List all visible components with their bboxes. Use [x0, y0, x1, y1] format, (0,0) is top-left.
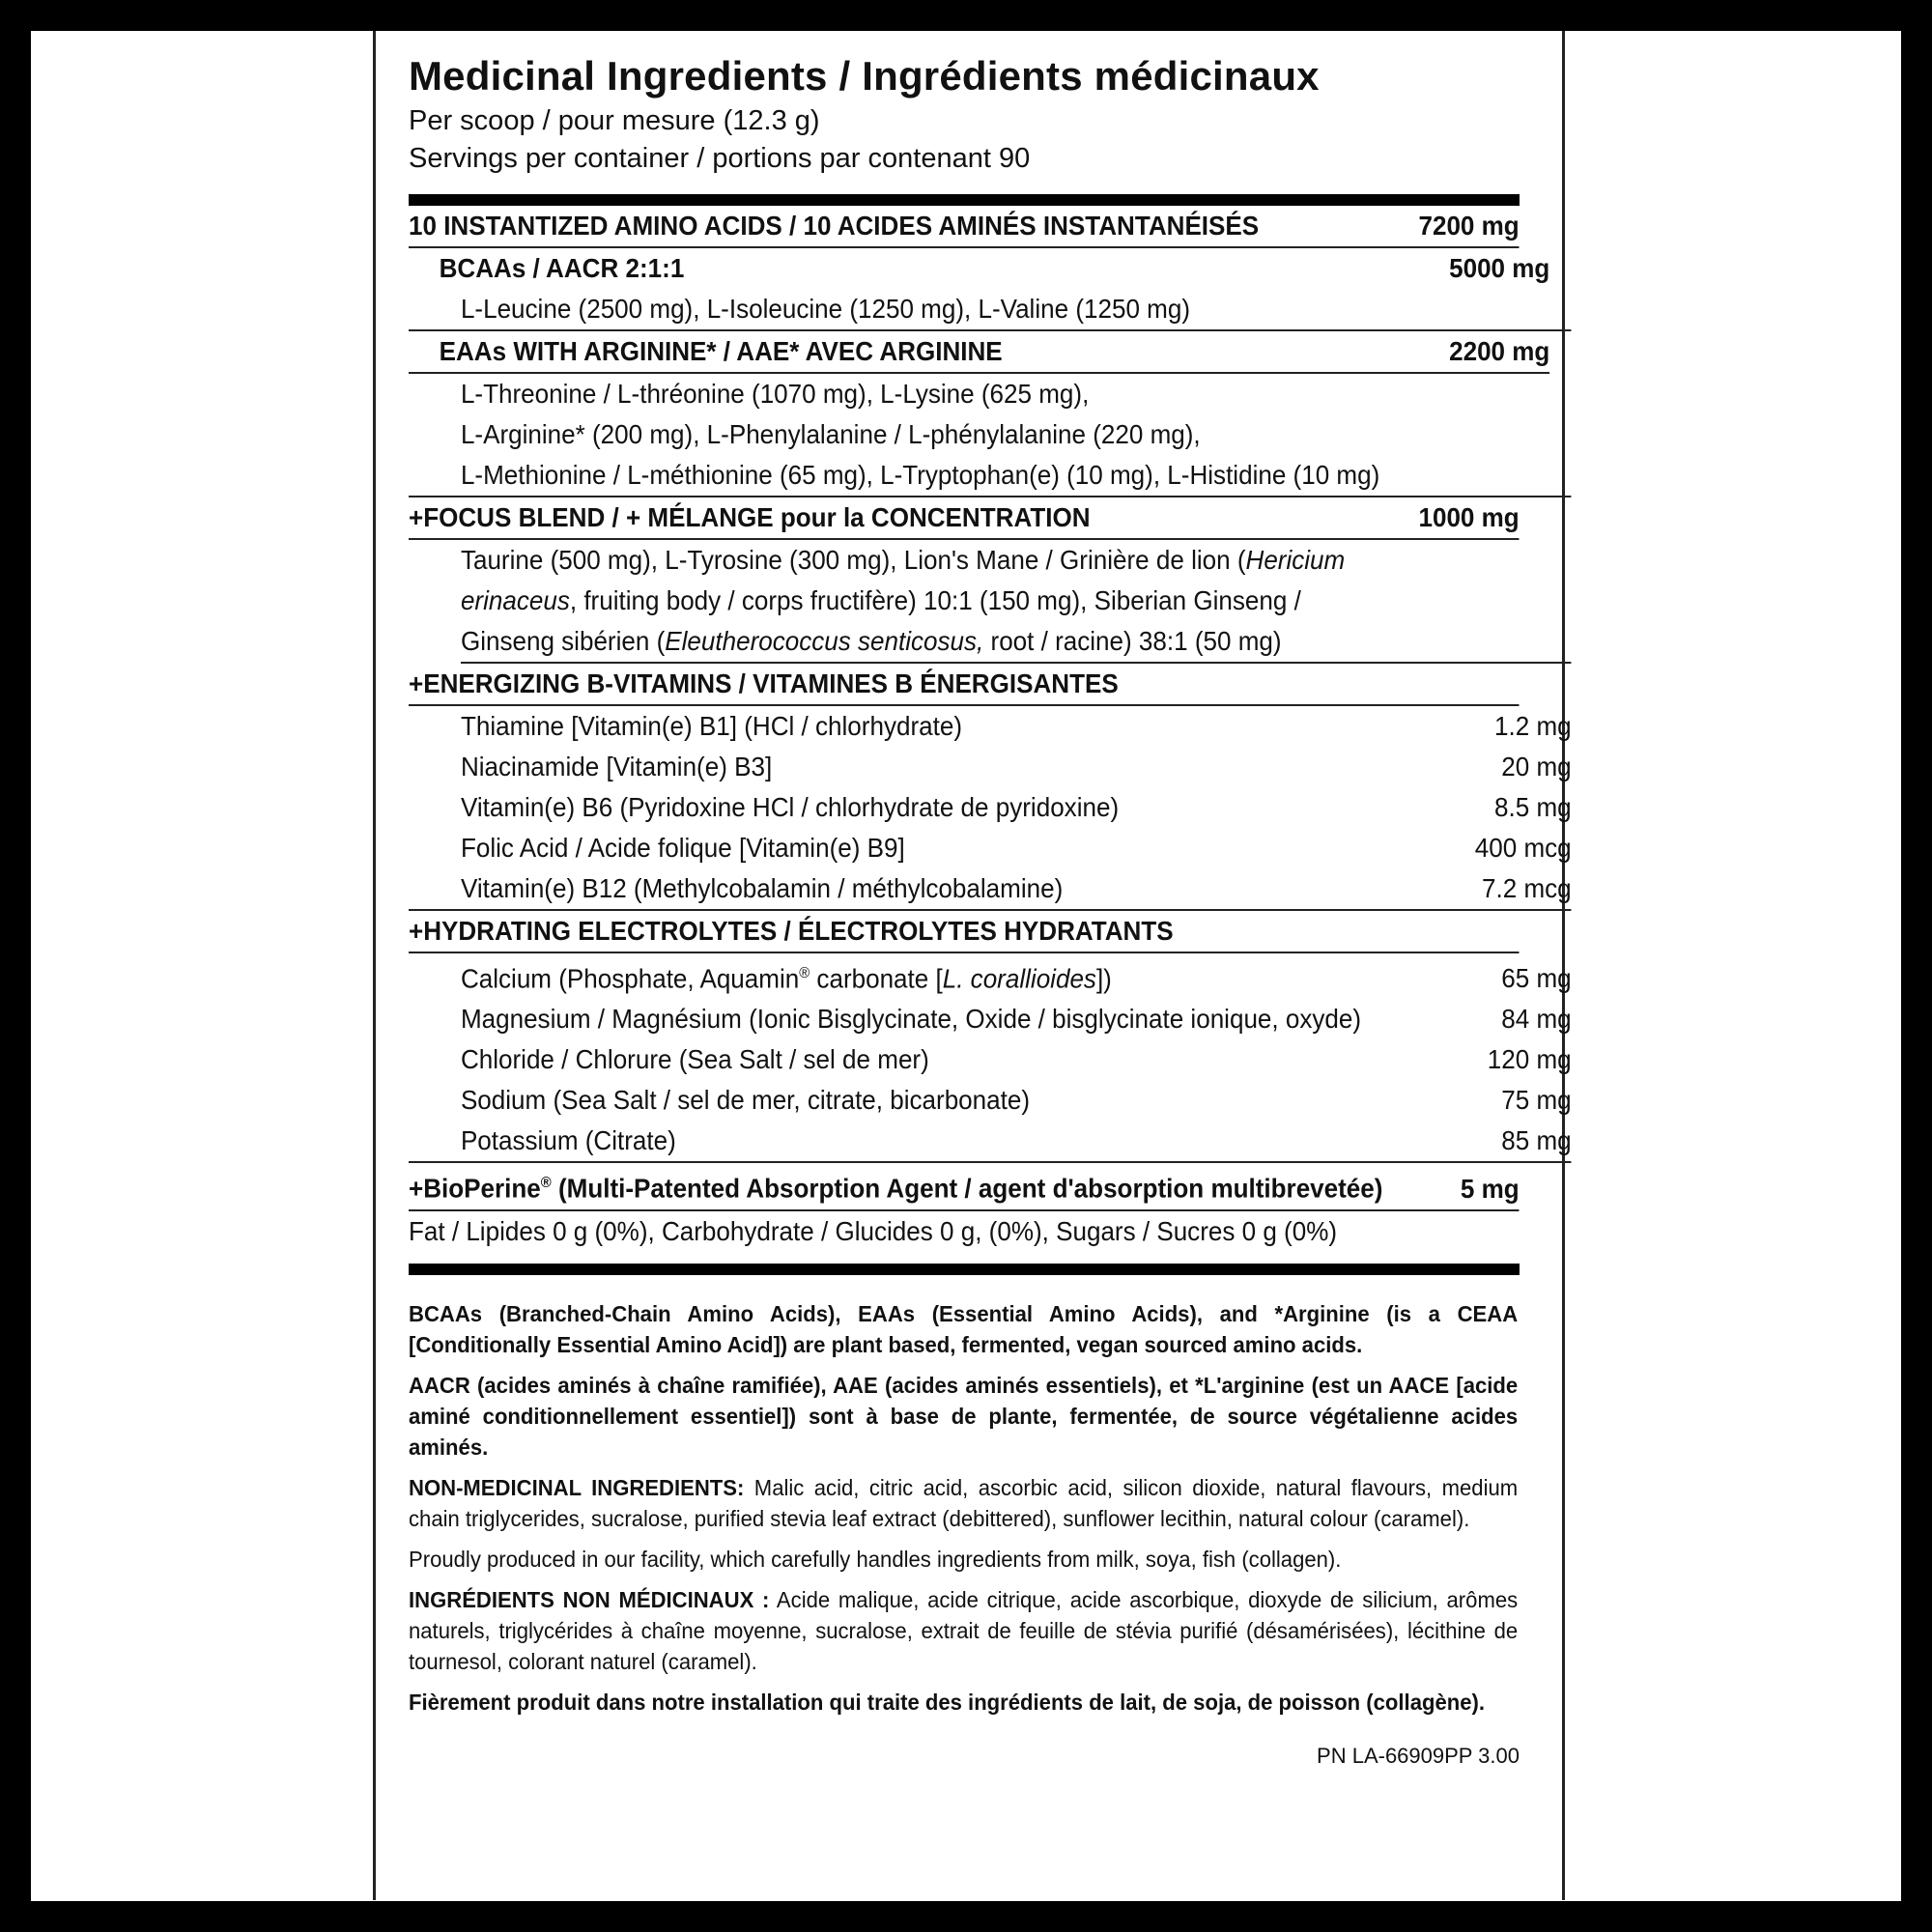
focus-line1-italic: Hericium [1245, 545, 1346, 575]
non-medicinal-label: NON-MEDICINAL INGREDIENTS: [409, 1474, 745, 1500]
focus-blend-amount: 1000 mg [1418, 502, 1520, 532]
amino-acids-row [409, 206, 1520, 248]
vitamin-row [409, 706, 1572, 747]
non-medicinal-text: Malic acid, citric acid, ascorbic acid, silicon dioxide, natural flavours, medium chain triglycerides, sucralose, purified stevia leaf extract (debittered), sunflower lecithin, natural colour (caramel). [409, 1474, 1519, 1531]
bcaa-row [409, 248, 1549, 289]
macros-row [409, 1211, 1520, 1252]
non-medicinal-english [409, 1472, 1518, 1534]
vitamin-name: Vitamin(e) B6 (Pyridoxine HCl / chlorhydrate de pyridoxine) [460, 792, 1120, 822]
bioperine-name [409, 1163, 1382, 1208]
vitamin-row [409, 747, 1572, 787]
calcium-italic: L. corallioides [942, 963, 1096, 994]
vitamin-row [409, 868, 1572, 911]
focus-line3-text-end: root / racine) 38:1 (50 mg) [983, 626, 1282, 656]
electrolyte-name: Potassium (Citrate) [460, 1125, 676, 1156]
vitamin-row [409, 828, 1572, 868]
focus-line2-italic: erinaceus [460, 585, 570, 615]
bioperine-amount: 5 mg [1460, 1173, 1520, 1204]
focus-detail-line-3 [461, 621, 1572, 664]
vitamin-amount: 400 mcg [1474, 833, 1572, 863]
electrolyte-amount: 85 mg [1501, 1125, 1572, 1156]
bcaa-detail-text: L-Leucine (2500 mg), L-Isoleucine (1250 mg), L-Valine (1250 mg) [460, 294, 1191, 324]
electrolyte-row [409, 1121, 1572, 1163]
vitamin-name: Folic Acid / Acide folique [Vitamin(e) B9] [460, 833, 905, 863]
focus-line3-text: Ginseng sibérien ( [460, 626, 666, 656]
bcaa-detail [409, 289, 1572, 331]
amino-note-french [409, 1370, 1518, 1463]
vitamin-amount: 8.5 mg [1494, 792, 1572, 822]
bioperine-text: +BioPerine [409, 1173, 541, 1204]
calcium-text-3: ]) [1095, 963, 1112, 994]
vitamin-name: Thiamine [Vitamin(e) B1] (HCl / chlorhydrate) [460, 711, 962, 741]
amino-note-english [409, 1298, 1518, 1360]
macros-text: Fat / Lipides 0 g (0%), Carbohydrate / Glucides 0 g, (0%), Sugars / Sucres 0 g (0%) [409, 1215, 1338, 1246]
product-number: PN LA-66909PP 3.00 [1317, 1743, 1520, 1768]
electrolyte-row [409, 1039, 1572, 1080]
eaa-detail-1 [409, 374, 1572, 414]
amino-acids-name: 10 INSTANTIZED AMINO ACIDS / 10 ACIDES AMINÉS INSTANTANÉISÉS [409, 211, 1260, 241]
focus-detail-line-1 [461, 540, 1572, 581]
registered-mark: ® [540, 1175, 552, 1192]
focus-detail-line-2 [461, 581, 1572, 621]
electrolyte-row [409, 999, 1572, 1039]
eaa-detail-3 [409, 455, 1572, 497]
servings-per-container: Servings per container / portions par contenant 90 [409, 143, 1031, 174]
eaa-amount: 2200 mg [1449, 336, 1550, 366]
vitamins-header [409, 664, 1520, 706]
eaa-row [409, 331, 1549, 374]
facility-french [409, 1687, 1518, 1718]
eaa-detail-text-2: L-Arginine* (200 mg), L-Phenylalanine / L-phénylalanine (220 mg), [460, 419, 1201, 449]
registered-mark: ® [799, 965, 810, 981]
bcaa-amount: 5000 mg [1449, 253, 1550, 283]
facility-english [409, 1544, 1518, 1575]
label-notes [409, 1298, 1520, 1772]
label-title: Medicinal Ingredients / Ingrédients médicinaux [409, 53, 1320, 99]
non-medicinal-french [409, 1584, 1518, 1677]
focus-blend-name: +FOCUS BLEND / + MÉLANGE pour la CONCENTRATION [409, 502, 1091, 532]
electrolyte-amount: 84 mg [1501, 1004, 1572, 1035]
vitamin-row [409, 787, 1572, 828]
electrolyte-name: Magnesium / Magnésium (Ionic Bisglycinate, Oxide / bisglycinate ionique, oxyde) [460, 1004, 1362, 1035]
vitamin-name: Vitamin(e) B12 (Methylcobalamin / méthylcobalamine) [460, 873, 1064, 903]
vitamin-amount: 7.2 mcg [1482, 873, 1572, 903]
electrolyte-row [409, 1080, 1572, 1121]
bcaa-name: BCAAs / AACR 2:1:1 [439, 253, 685, 283]
amino-acids-amount: 7200 mg [1418, 211, 1520, 241]
amino-note-en-text: BCAAs (Branched-Chain Amino Acids), EAAs (Essential Amino Acids), and *Arginine (is a CEAA [Conditionally Essential Amino Acid]) are plant based, fermented, vegan sourced amino acids. [409, 1300, 1519, 1357]
amino-note-fr-text: AACR (acides aminés à chaîne ramifiée), AAE (acides aminés essentiels), et *L'arginine (est un AACE [acide aminé conditionnellement essentiel]) sont à base de plante, fermentée, de source végétalienne acides aminés. [409, 1372, 1519, 1460]
facility-text-fr: Fièrement produit dans notre installation qui traite des ingrédients de lait, de soja, de poisson (collagène). [409, 1689, 1486, 1715]
eaa-name: EAAs WITH ARGININE* / AAE* AVEC ARGININE [439, 336, 1003, 366]
electrolytes-header [409, 911, 1520, 953]
bioperine-row [409, 1163, 1520, 1210]
bioperine-text-2: (Multi-Patented Absorption Agent / agent d'absorption multibrevetée) [551, 1173, 1383, 1204]
calcium-amount: 65 mg [1501, 963, 1572, 994]
vitamins-name: +ENERGIZING B-VITAMINS / VITAMINES B ÉNERGISANTES [409, 668, 1119, 698]
focus-line3-italic: Eleutherococcus senticosus, [665, 626, 984, 656]
electrolyte-row-calcium [409, 953, 1572, 999]
focus-line1-text: Taurine (500 mg), L-Tyrosine (300 mg), Lion's Mane / Grinière de lion ( [460, 545, 1246, 575]
eaa-detail-text-1: L-Threonine / L-thréonine (1070 mg), L-Lysine (625 mg), [460, 379, 1090, 409]
vitamin-name: Niacinamide [Vitamin(e) B3] [460, 752, 773, 781]
bottom-thick-rule [409, 1264, 1520, 1275]
non-medicinal-label-fr: INGRÉDIENTS NON MÉDICINAUX : [409, 1586, 770, 1612]
calcium-name [461, 953, 1112, 999]
serving-size: Per scoop / pour mesure (12.3 g) [409, 105, 820, 136]
calcium-text: Calcium (Phosphate, Aquamin [460, 963, 800, 994]
electrolyte-name: Sodium (Sea Salt / sel de mer, citrate, bicarbonate) [460, 1085, 1031, 1116]
supplement-facts-label [409, 53, 1572, 1772]
eaa-detail-text-3: L-Methionine / L-méthionine (65 mg), L-Tryptophan(e) (10 mg), L-Histidine (10 mg) [460, 460, 1380, 490]
focus-blend-row [409, 497, 1520, 540]
electrolytes-name: +HYDRATING ELECTROLYTES / ÉLECTROLYTES HYDRATANTS [409, 916, 1174, 946]
electrolyte-amount: 120 mg [1487, 1044, 1572, 1075]
vitamin-amount: 20 mg [1501, 752, 1572, 781]
focus-line2-text: , fruiting body / corps fructifère) 10:1 (150 mg), Siberian Ginseng / [569, 585, 1301, 615]
focus-blend-detail [409, 540, 1572, 664]
electrolyte-amount: 75 mg [1501, 1085, 1572, 1116]
top-thick-rule [409, 194, 1520, 206]
vitamin-amount: 1.2 mg [1494, 711, 1572, 741]
electrolyte-name: Chloride / Chlorure (Sea Salt / sel de mer) [460, 1044, 929, 1075]
non-medicinal-text-fr: Acide malique, acide citrique, acide ascorbique, dioxyde de silicium, arômes naturels, triglycérides à chaîne moyenne, sucralose, extrait de feuille de stévia purifié (désamérisées), lécithine de tournesol, colorant naturel (caramel). [409, 1586, 1519, 1674]
facility-text: Proudly produced in our facility, which carefully handles ingredients from milk, soya, fish (collagen). [409, 1546, 1342, 1572]
eaa-detail-2 [409, 414, 1572, 455]
calcium-text-2: carbonate [ [810, 963, 943, 994]
